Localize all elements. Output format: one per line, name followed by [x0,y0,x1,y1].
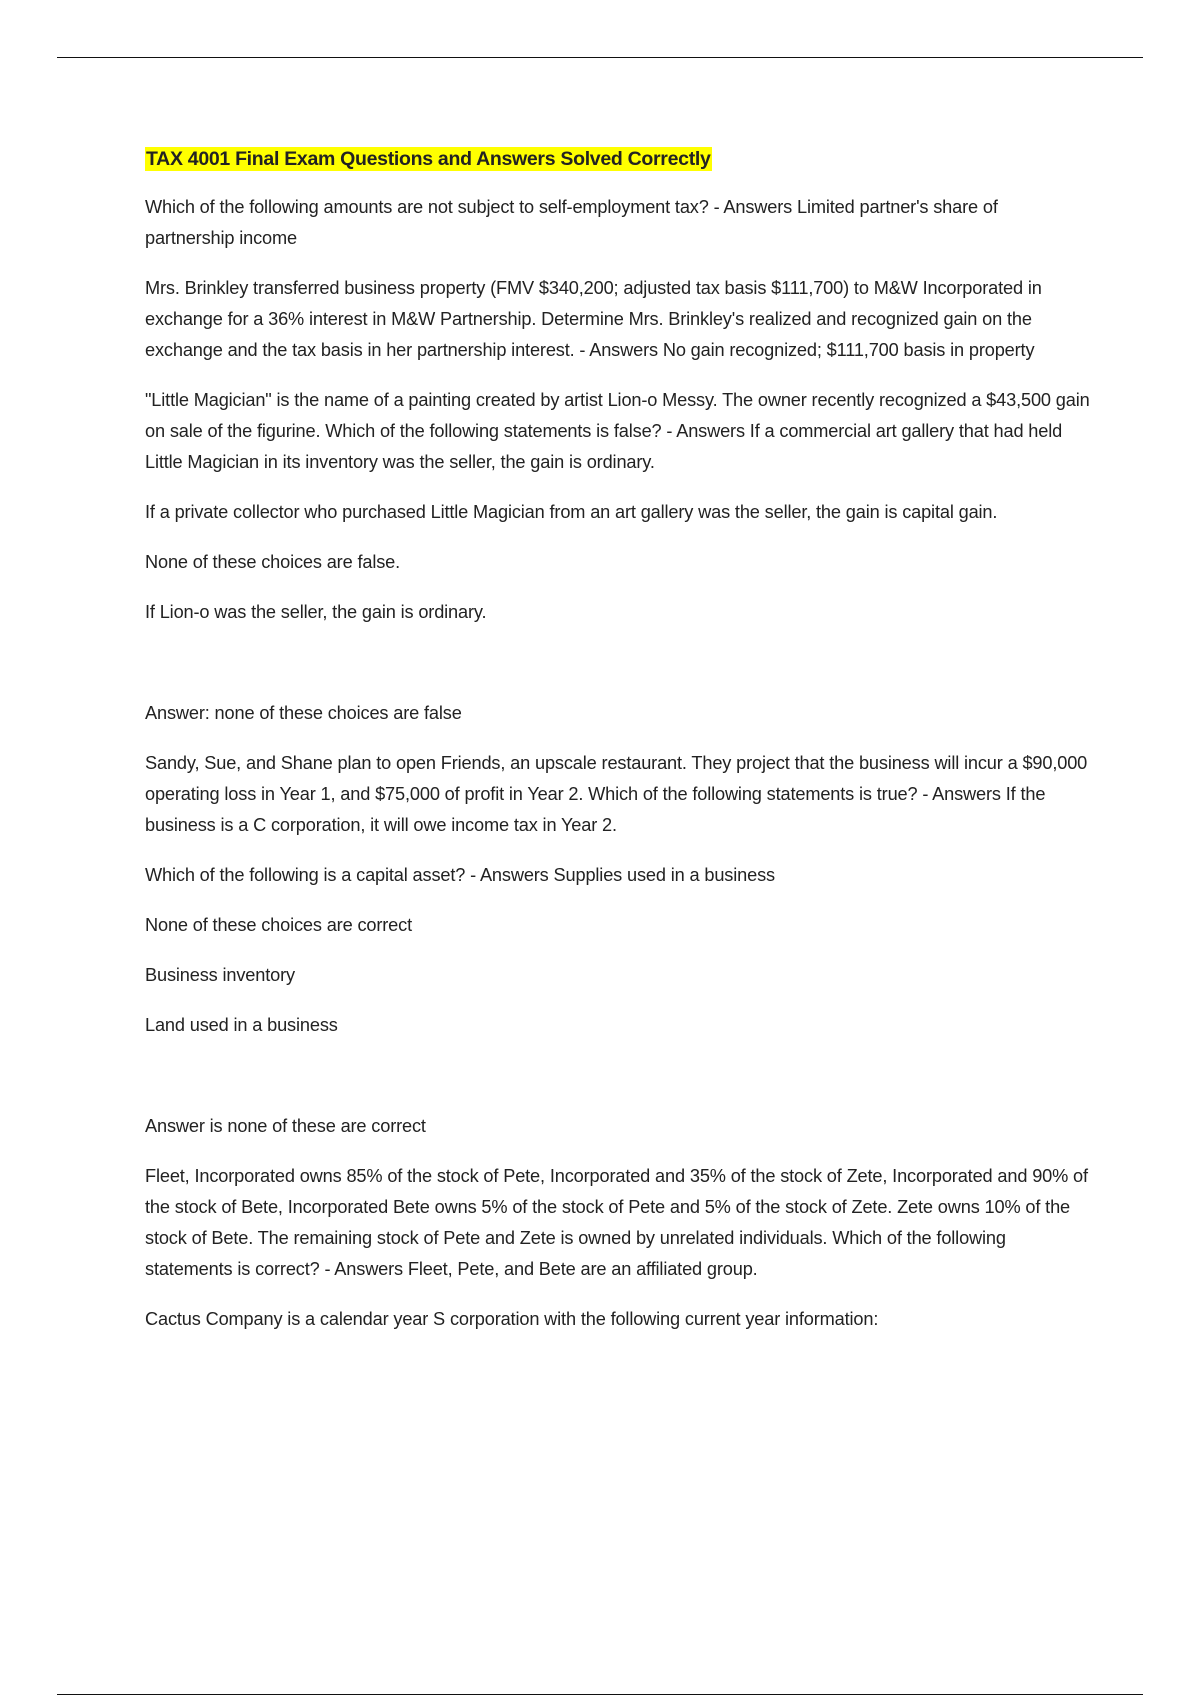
paragraph-answer-none-correct: Answer is none of these are correct [145,1116,426,1136]
document-title [145,144,1090,174]
top-rule [57,57,1143,58]
paragraph-lion-o-seller: If Lion-o was the seller, the gain is ordinary. [145,602,487,622]
paragraph-none-false: None of these choices are false. [145,552,401,572]
paragraph-private-collector: If a private collector who purchased Little Magician from an art gallery was the seller, the gain is capital gain. [145,502,998,522]
paragraph-land-used: Land used in a business [145,1015,338,1035]
paragraph-capital-asset: Which of the following is a capital asset? - Answers Supplies used in a business [145,865,775,885]
paragraph-friends-restaurant: Sandy, Sue, and Shane plan to open Friends, an upscale restaurant. They project that the business will incur a $90,000 operating loss in Year 1, and $75,000 of profit in Year 2. Which of the following statements is true? - Answers If the business is a C corporation, it will owe income tax in Year 2. [145,753,1088,835]
highlighted-title: TAX 4001 Final Exam Questions and Answers Solved Correctly [146,148,711,170]
bottom-rule [57,1694,1143,1695]
paragraph-self-employment: Which of the following amounts are not subject to self-employment tax? - Answers Limited partner's share of partnership income [145,197,998,248]
paragraph-cactus-company: Cactus Company is a calendar year S corporation with the following current year information: [145,1309,879,1329]
paragraph-brinkley: Mrs. Brinkley transferred business property (FMV $340,200; adjusted tax basis $111,700) to M&W Incorporated in exchange for a 36% interest in M&W Partnership. Determine Mrs. Brinkley's realized and recognized gain on the exchange and the tax basis in her partnership interest. - Answers No gain recognized; $111,700 basis in property [145,278,1042,360]
paragraph-none-correct: None of these choices are correct [145,915,412,935]
paragraph-business-inventory: Business inventory [145,965,295,985]
document-body [145,144,1090,1354]
paragraph-fleet-affiliated: Fleet, Incorporated owns 85% of the stock of Pete, Incorporated and 35% of the stock of Zete, Incorporated and 90% of the stock of Bete, Incorporated Bete owns 5% of the stock of Pete and 5% of the stock of Zete. Zete owns 10% of the stock of Bete. The remaining stock of Pete and Zete is owned by unrelated individuals. Which of the following statements is correct? - Answers Fleet, Pete, and Bete are an affiliated group. [145,1166,1088,1279]
paragraph-little-magician: "Little Magician" is the name of a painting created by artist Lion-o Messy. The owner recently recognized a $43,500 gain on sale of the figurine. Which of the following statements is false? - Answers If a commercial art gallery that had held Little Magician in its inventory was the seller, the gain is ordinary. [145,390,1090,472]
paragraph-answer-none-false: Answer: none of these choices are false [145,703,462,723]
